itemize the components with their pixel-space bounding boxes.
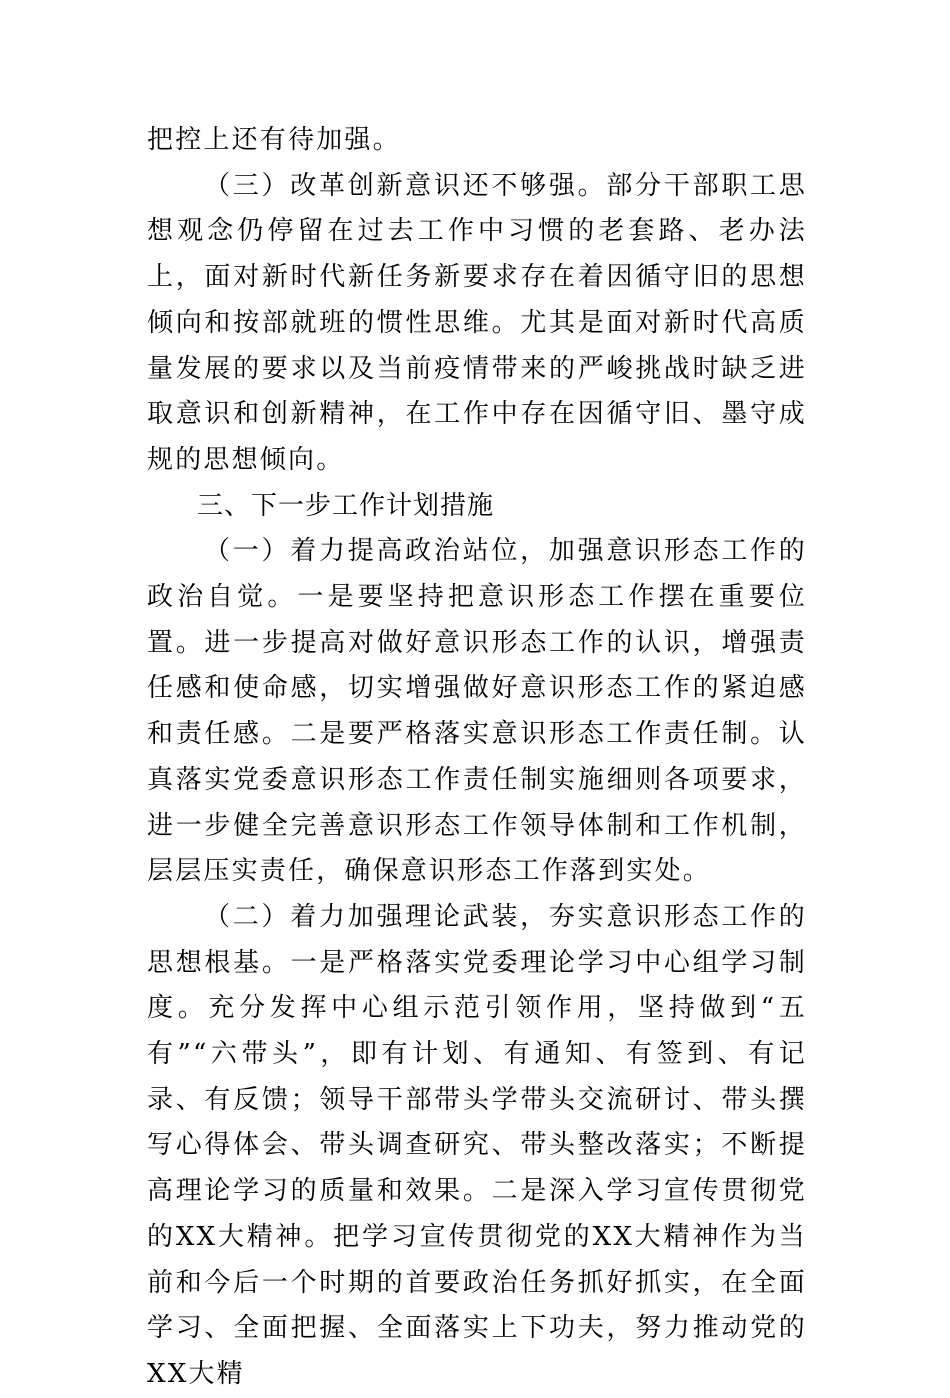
paragraph-continuation: 把控上还有待加强。: [147, 125, 401, 155]
paragraph-political-stance: （一）着力提高政治站位，加强意识形态工作的政治自觉。一是要坚持把意识形态工作摆在重要位置。进一步提高对做好意识形态工作的认识，增强责任感和使命感，切实增强做好意识形态工作的紧迫感和责任感。二是要严格落实意识形态工作责任制。认真落实党委意识形态工作责任制实施细则各项要求，进一步健全完善意识形态工作领导体制和工作机制，层层压实责任，确保意识形态工作落到实处。: [147, 536, 807, 887]
document-body: [147, 118, 807, 1398]
paragraph-reform-innovation: （三）改革创新意识还不够强。部分干部职工思想观念仍停留在过去工作中习惯的老套路、老办法上，面对新时代新任务新要求存在着因循守旧的思想倾向和按部就班的惯性思维。尤其是面对新时代高质量发展的要求以及当前疫情带来的严峻挑战时缺乏进取意识和创新精神，在工作中存在因循守旧、墨守成规的思想倾向。: [147, 170, 807, 475]
section-heading-next-steps: 三、下一步工作计划措施: [197, 490, 495, 521]
paragraph-theory-study: （二）着力加强理论武装，夯实意识形态工作的思想根基。一是严格落实党委理论学习中心组学习制度。充分发挥中心组示范引领作用，坚持做到“五有”“六带头”，即有计划、有通知、有签到、有记录、有反馈；领导干部带头学带头交流研讨、带头撰写心得体会、带头调查研究、带头整改落实；不断提高理论学习的质量和效果。二是深入学习宣传贯彻党的XX大精神。把学习宣传贯彻党的XX大精神作为当前和今后一个时期的首要政治任务抓好抓实，在全面学习、全面把握、全面落实上下功夫，努力推动党的XX大精: [147, 901, 807, 1389]
